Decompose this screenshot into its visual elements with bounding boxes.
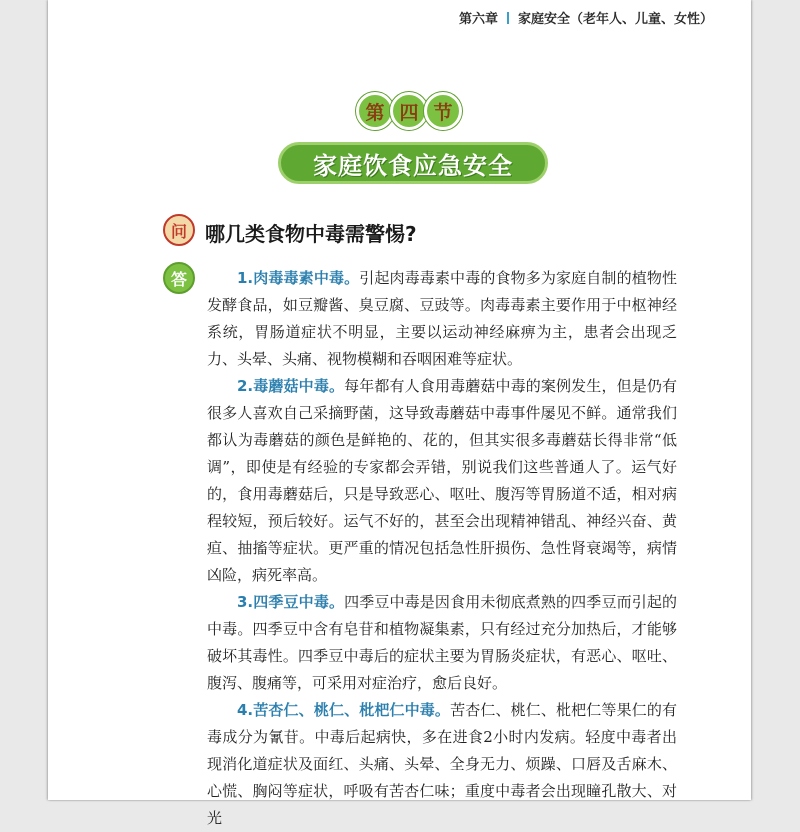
paragraph [207,265,677,373]
paragraph-text: 苦杏仁、桃仁、枇杷仁等果仁的有毒成分为氰苷。中毒后起病快，多在进食2小时内发病。轻度中毒者出现消化道症状及面红、头痛、头晕、全身无力、烦躁、口唇及舌麻木、心慌、胸闷等症状，呼吸有苦杏仁味；重度中毒者会出现瞳孔散大、对光 [207,701,677,827]
section-number-badge [356,92,458,130]
chapter-title: 家庭安全（老年人、儿童、女性） [517,12,713,27]
paragraph-heading: 3.四季豆中毒。 [237,593,345,611]
paragraph-heading: 2.毒蘑菇中毒。 [237,377,345,395]
question-icon: 问 [163,214,195,246]
paragraph-text: 四季豆中毒是因食用未彻底煮熟的四季豆而引起的中毒。四季豆中含有皂苷和植物凝集素，只有经过充分加热后，才能够破坏其毒性。四季豆中毒后的症状主要为胃肠炎症状，有恶心、呕吐、腹泻、腹痛等，可采用对症治疗，愈后良好。 [207,593,677,692]
paragraph [207,589,677,697]
paragraph-text: 引起肉毒毒素中毒的食物多为家庭自制的植物性发酵食品，如豆瓣酱、臭豆腐、豆豉等。肉毒毒素主要作用于中枢神经系统，胃肠道症状不明显，主要以运动神经麻痹为主，患者会出现乏力、头晕、头痛、视物模糊和吞咽困难等症状。 [207,269,677,368]
header-divider [507,12,509,24]
running-head [459,8,713,27]
paragraph [207,697,677,832]
section-number-char: 第 [356,92,394,130]
answer-icon: 答 [163,262,195,294]
paragraph-text: 每年都有人食用毒蘑菇中毒的案例发生，但是仍有很多人喜欢自己采摘野菌，这导致毒蘑菇中毒事件屡见不鲜。通常我们都认为毒蘑菇的颜色是鲜艳的、花的，但其实很多毒蘑菇长得非常“低调”，即使是有经验的专家都会弄错，别说我们这些普通人了。运气好的，食用毒蘑菇后，只是导致恶心、呕吐、腹泻等胃肠道不适，相对病程较短，预后较好。运气不好的，甚至会出现精神错乱、神经兴奋、黄疸、抽搐等症状。更严重的情况包括急性肝损伤、急性肾衰竭等，病情凶险，病死率高。 [207,377,677,584]
question-heading: 哪几类食物中毒需警惕? [205,222,417,246]
paragraph-heading: 1.肉毒毒素中毒。 [237,269,360,287]
section-number-char: 节 [424,92,462,130]
paragraph-heading: 4.苦杏仁、桃仁、枇杷仁中毒。 [237,701,451,719]
chapter-number: 第六章 [458,12,498,27]
section-number-char: 四 [390,92,428,130]
book-page [48,0,751,827]
paragraph [207,373,677,589]
answer-body [207,265,677,832]
section-title: 家庭饮食应急安全 [278,142,548,184]
